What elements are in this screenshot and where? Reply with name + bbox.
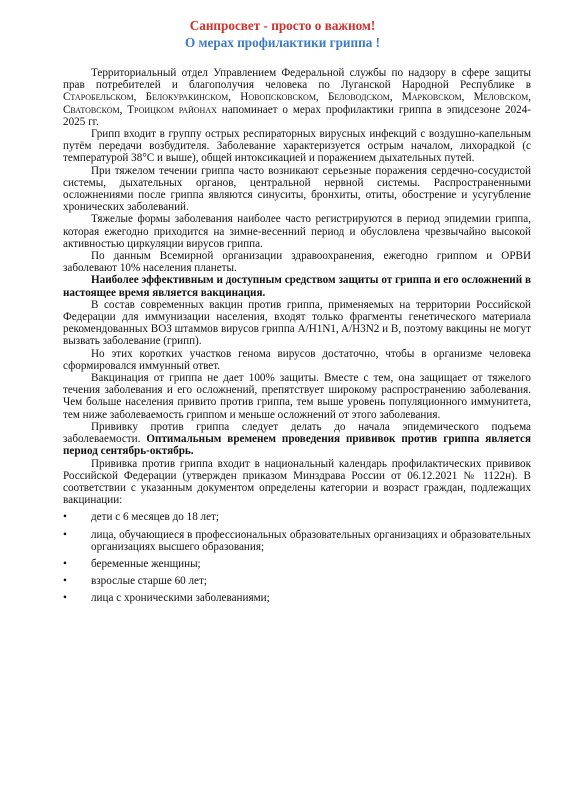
paragraph-flu-definition: Грипп входит в группу острых респираторных вирусных инфекций с воздушно-капельным путём передачи возбудителя. Заболевание характеризуется острым началом, лихорадкой (с температурой 38°С и выше), общей интоксикацией и поражением дыхательных путей. xyxy=(63,128,531,165)
bullet-icon: • xyxy=(63,592,67,605)
list-item xyxy=(63,592,531,604)
document-title: Санпросвет - просто о важном! xyxy=(189,18,376,33)
list-item xyxy=(63,575,531,587)
list-item-text: беременные женщины; xyxy=(91,557,201,570)
paragraph-intro xyxy=(63,67,531,128)
paragraph-immune-response: Но этих коротких участков генома вирусов достаточно, чтобы в организме человека сформировался иммунный ответ. xyxy=(63,347,531,372)
list-item-text: дети с 6 месяцев до 18 лет; xyxy=(91,511,220,524)
paragraph-intro-tail: напоминает о мерах профилактики гриппа в эпидсезоне 2024-2025 гг. xyxy=(63,103,531,128)
list-item-text: лица с хроническими заболеваниями; xyxy=(91,592,270,605)
paragraph-timing xyxy=(63,421,531,458)
list-item xyxy=(63,511,531,523)
bullet-icon: • xyxy=(63,575,67,588)
paragraph-intro-lead: Территориальный отдел Управлением Федеральной службы по надзору в сфере защиты прав потребителей и благополучия человека по Луганской Народной Республике в xyxy=(63,67,531,92)
bullet-icon: • xyxy=(63,557,67,570)
paragraph-vaccine-composition: В состав современных вакцин против гриппа, применяемых на территории Российской Федерации для иммунизации населения, входят только фрагменты генетического материала рекомендованных ВОЗ штаммов вирусов гриппа A/H1N1, A/H3N2 и B, поэтому вакцины не могут вызвать заболевание (грипп). xyxy=(63,298,531,348)
paragraph-severe-forms: Тяжелые формы заболевания наиболее часто регистрируются в период эпидемии гриппа, которая ежегодно приходится на зимне-весенний период и обусловлена чрезвычайно высокой активностью циркуляции вирусов гриппа. xyxy=(63,213,531,250)
paragraph-timing-plain: Прививку против гриппа следует делать до начала эпидемического подъема заболеваемости. xyxy=(63,420,531,446)
paragraph-complications: При тяжелом течении гриппа часто возникают серьезные поражения сердечно-сосудистой системы, дыхательных органов, центральной нервной системы. Распространенными осложнениями после гриппа являются синуситы, бронхиты, отиты, обострение и усугубление хронических заболеваний. xyxy=(63,164,531,214)
paragraph-timing-bold: Оптимальным временем проведения прививок против гриппа является период сентябрь-октябрь. xyxy=(63,433,531,458)
bullet-icon: • xyxy=(63,511,67,524)
list-item-text: лица, обучающиеся в профессиональных образовательных организациях и образовательных организациях высшего образования; xyxy=(91,528,531,553)
list-item xyxy=(63,558,531,570)
paragraph-calendar: Прививка против гриппа входит в национальный календарь профилактических прививок Российской Федерации (утвержден приказом Минздрава России от 06.12.2021 № 1122н). В соответствии с указанным документом определены категории и возраст граждан, подлежащих вакцинации: xyxy=(63,457,531,507)
list-item-text: взрослые старше 60 лет; xyxy=(91,575,207,588)
paragraph-protection: Вакцинация от гриппа не дает 100% защиты. Вместе с тем, она защищает от тяжелого течения заболевания и его осложнений, препятствует широкому распространению заболевания. Чем больше населения привито против гриппа, тем выше уровень популяционного иммунитета, тем ниже заболеваемость гриппом и меньше осложнений от этого заболевания. xyxy=(63,372,531,421)
bullet-icon: • xyxy=(63,528,67,541)
paragraph-intro-districts: Старобельском, Белокуракинском, Новопсковском, Беловодском, Марковском, Меловском, Сватовском, Троицком районах xyxy=(63,91,531,116)
document-subtitle: О мерах профилактики гриппа ! xyxy=(184,35,381,50)
paragraph-vaccination-key: Наиболее эффективным и доступным средством защиты от гриппа и его осложнений в настоящее время является вакцинация. xyxy=(63,274,531,299)
list-item xyxy=(63,529,531,553)
paragraph-who-data: По данным Всемирной организации здравоохранения, ежегодно гриппом и ОРВИ заболевают 10% населения планеты. xyxy=(63,250,531,275)
document-body xyxy=(63,67,531,605)
vaccination-categories-list xyxy=(63,511,531,604)
document-header xyxy=(0,17,565,51)
